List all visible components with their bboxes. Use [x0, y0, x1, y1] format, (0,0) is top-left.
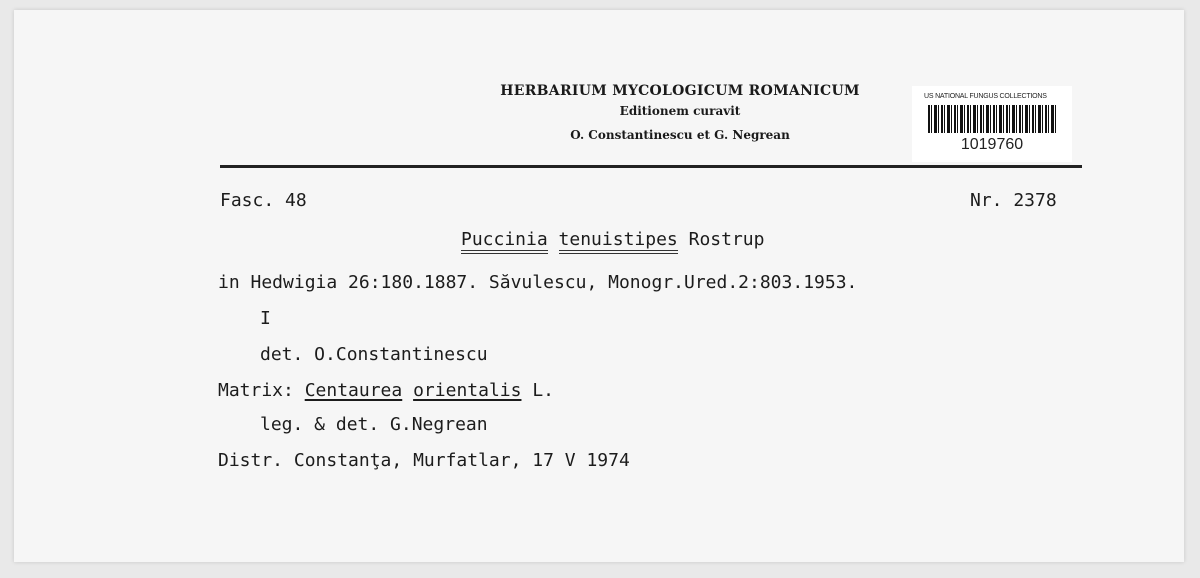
barcode-number: 1019760 — [960, 136, 1024, 153]
determiner: det. O.Constantinescu — [260, 344, 488, 365]
barcode-caption: US NATIONAL FUNGUS COLLECTIONS — [924, 93, 1047, 100]
editor-caption: Editionem curavit — [619, 104, 741, 118]
host-matrix — [218, 380, 554, 402]
matrix-epithet: orientalis — [413, 380, 522, 401]
fascicle-number: Fasc. 48 — [220, 190, 307, 211]
herbarium-title: HERBARIUM MYCOLOGICUM ROMANICUM — [500, 83, 860, 99]
label-header — [470, 82, 890, 148]
species-epithet: tenuistipes — [559, 229, 678, 254]
literature-citation: in Hedwigia 26:180.1887. Săvulescu, Monogr.Ured.2:803.1953. — [218, 272, 858, 293]
species-genus: Puccinia — [461, 229, 548, 254]
specimen-number: Nr. 2378 — [970, 190, 1057, 211]
editors: O. Constantinescu et G. Negrean — [570, 128, 790, 142]
matrix-genus: Centaurea — [304, 380, 403, 401]
spore-stage: I — [260, 308, 271, 329]
species-author: Rostrup — [688, 229, 765, 250]
collector: leg. & det. G.Negrean — [260, 414, 488, 435]
matrix-author: L. — [532, 380, 554, 401]
barcode-sticker — [912, 86, 1072, 162]
collection-locality: Distr. Constanţa, Murfatlar, 17 V 1974 — [218, 450, 630, 471]
species-name — [461, 229, 764, 251]
barcode-icon — [928, 105, 1058, 133]
matrix-prefix: Matrix: — [218, 380, 294, 401]
header-divider — [220, 165, 1082, 168]
